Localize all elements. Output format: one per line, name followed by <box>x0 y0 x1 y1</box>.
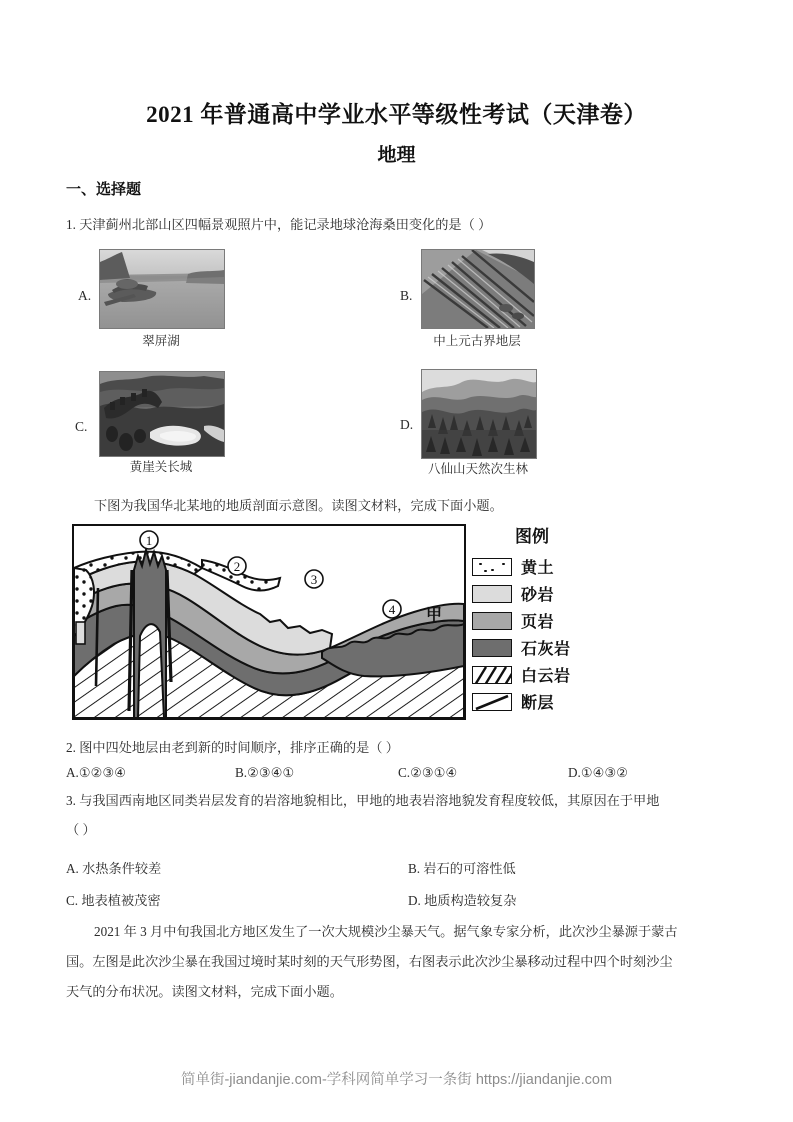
question-3-option-b[interactable] <box>408 858 516 877</box>
option-d-caption: 八仙山天然次生林 <box>427 462 528 476</box>
question-2-option-a[interactable] <box>66 765 126 781</box>
legend-item-shale <box>472 607 612 634</box>
figure-legend <box>472 522 612 715</box>
legend-label-dolomite: 白云岩 <box>521 668 571 685</box>
q3-option-b-text: 岩石的可溶性低 <box>423 861 516 876</box>
limestone-swatch-icon <box>472 639 512 657</box>
q3-option-c-letter: C. <box>66 893 79 908</box>
legend-item-sandstone <box>472 580 612 607</box>
question-2-option-d[interactable] <box>568 765 628 781</box>
option-c-letter: C. <box>75 419 88 434</box>
great-wall-photo <box>99 371 225 457</box>
forest-mountain-photo <box>421 369 537 459</box>
legend-title: 图例 <box>515 527 549 546</box>
question-2-number: 2. <box>66 740 76 755</box>
section-heading: 一、选择题 <box>66 181 142 198</box>
passage-2-line-2: 国。左图是此次沙尘暴在我国过境时某时刻的天气形势图，右图表示此次沙尘暴移动过程中四个时刻沙尘 <box>66 954 673 969</box>
question-2-text: 图中四处地层由老到新的时间顺序，排序正确的是（ ） <box>79 740 399 755</box>
legend-label-sandstone: 砂岩 <box>521 587 555 604</box>
q3-option-d-letter: D. <box>408 893 421 908</box>
question-2-stem <box>66 738 399 757</box>
legend-label-shale: 页岩 <box>521 614 555 631</box>
site-label-jia: 甲 <box>426 607 443 624</box>
option-b-letter: B. <box>400 288 413 303</box>
page-subtitle: 地理 <box>377 145 416 166</box>
marker-2 <box>228 557 246 575</box>
marker-1 <box>140 531 158 549</box>
question-3-stem-line-2: （ ） <box>66 822 96 837</box>
q2-option-b-letter: B. <box>235 765 248 780</box>
legend-item-dolomite <box>472 661 612 688</box>
tilted-strata-photo <box>421 249 535 329</box>
legend-label-limestone: 石灰岩 <box>521 641 571 658</box>
q3-option-a-letter: A. <box>66 861 79 876</box>
legend-item-fault <box>472 688 612 715</box>
question-3-option-c[interactable] <box>66 890 161 909</box>
svg-text:2: 2 <box>233 559 241 574</box>
sandstone-swatch-icon <box>472 585 512 603</box>
q2-option-c-letter: C. <box>398 765 411 780</box>
q3-option-a-text: 水热条件较差 <box>82 861 162 876</box>
question-3-option-a[interactable] <box>66 858 161 877</box>
dolomite-wedge <box>138 624 164 718</box>
option-b-caption: 中上元古界地层 <box>433 334 521 348</box>
q2-option-d-text: ①④③② <box>580 765 629 780</box>
legend-item-loess <box>472 553 612 580</box>
question-2-option-c[interactable] <box>398 765 457 781</box>
legend-label-fault: 断层 <box>521 695 555 712</box>
question-3-text: 与我国西南地区同类岩层发育的岩溶地貌相比，甲地的地表岩溶地貌发育程度较低，其原因在于甲地 <box>79 793 660 808</box>
question-1-stem <box>66 215 491 234</box>
option-a-letter: A. <box>78 288 92 303</box>
q2-option-a-letter: A. <box>66 765 79 780</box>
question-3-option-d[interactable] <box>408 890 516 909</box>
question-1-text: 天津蓟州北部山区四幅景观照片中，能记录地球沧海桑田变化的是（ ） <box>79 217 492 232</box>
passage-2-line-1: 2021 年 3 月中旬我国北方地区发生了一次大规模沙尘暴天气。据气象专家分析，此次沙尘暴源于蒙古 <box>94 924 678 939</box>
option-d-letter: D. <box>400 417 414 432</box>
question-1-number: 1. <box>66 217 76 232</box>
svg-text:3: 3 <box>310 572 318 587</box>
marker-3 <box>305 570 323 588</box>
fault-swatch-icon <box>472 693 512 711</box>
shale-swatch-icon <box>472 612 512 630</box>
legend-item-limestone <box>472 634 612 661</box>
passage-2-line-3: 天气的分布状况。读图文材料，完成下面小题。 <box>66 984 343 999</box>
question-3-stem-line-1 <box>66 791 659 810</box>
q3-option-c-text: 地表植被茂密 <box>81 893 161 908</box>
sandstone-sliver <box>76 622 85 644</box>
q2-option-a-text: ①②③④ <box>78 765 127 780</box>
dolomite-swatch-icon <box>472 666 512 684</box>
svg-text:1: 1 <box>145 533 153 548</box>
legend-label-loess: 黄土 <box>521 560 555 577</box>
q3-option-d-text: 地质构造较复杂 <box>424 893 517 908</box>
option-a-caption: 翠屏湖 <box>142 334 180 348</box>
q3-option-b-letter: B. <box>408 861 421 876</box>
figure-intro-text: 下图为我国华北某地的地质剖面示意图。读图文材料，完成下面小题。 <box>94 498 503 513</box>
q2-option-c-text: ②③①④ <box>410 765 458 780</box>
geological-cross-section-figure <box>72 524 466 720</box>
cross-section-svg <box>74 526 464 718</box>
question-2-option-b[interactable] <box>235 765 294 781</box>
page-title: 2021 年普通高中学业水平等级性考试（天津卷） <box>146 102 647 127</box>
question-3-number: 3. <box>66 793 76 808</box>
q2-option-d-letter: D. <box>568 765 581 780</box>
marker-4 <box>383 600 401 618</box>
lake-boat-photo <box>99 249 225 329</box>
loess-swatch-icon <box>472 558 512 576</box>
footer-watermark: 简单街-jiandanjie.com-学科网简单学习一条街 https://jiandanjie.com <box>180 1072 613 1088</box>
q2-option-b-text: ②③④① <box>247 765 295 780</box>
option-c-caption: 黄崖关长城 <box>129 460 193 474</box>
svg-text:4: 4 <box>388 602 396 617</box>
